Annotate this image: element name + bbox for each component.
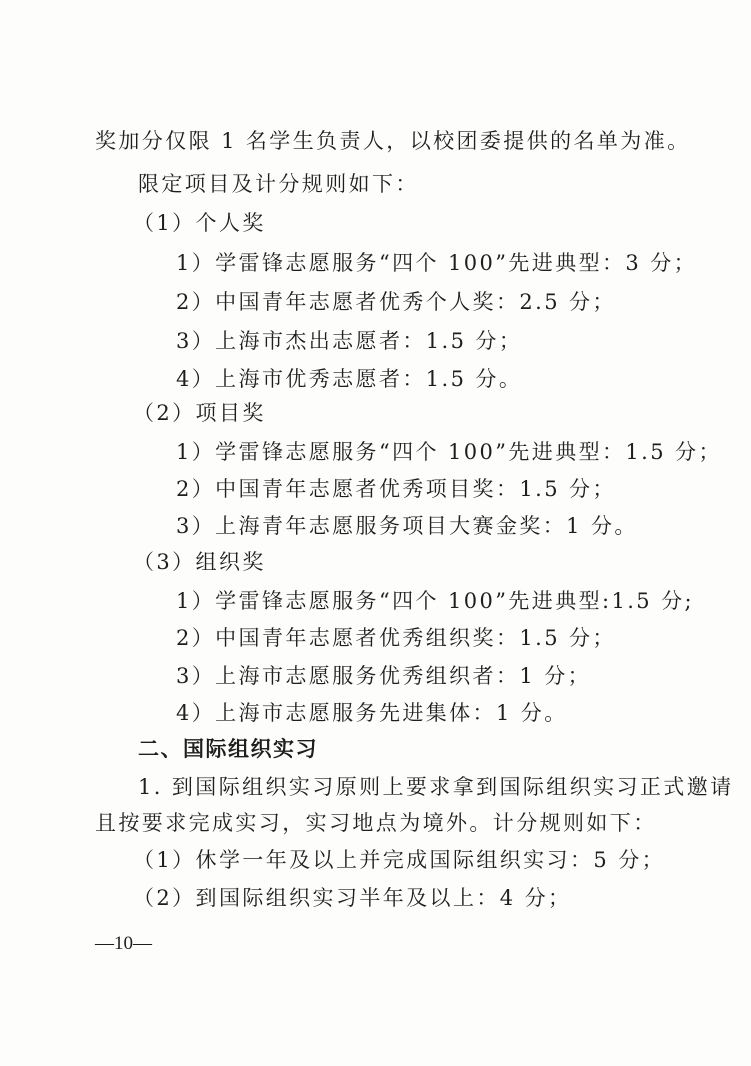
section-heading-international-internship: 二、国际组织实习 [138, 737, 318, 761]
section-project-award: （2）项目奖 [133, 401, 266, 425]
individual-item-1: 1）学雷锋志愿服务“四个 100”先进典型：3 分； [176, 251, 698, 275]
individual-item-2: 2）中国青年志愿者优秀个人奖：2.5 分； [176, 290, 616, 314]
organization-item-1: 1）学雷锋志愿服务“四个 100”先进典型:1.5 分; [176, 589, 695, 613]
paragraph-continuation: 奖加分仅限 1 名学生负责人，以校团委提供的名单为准。 [95, 129, 691, 153]
internship-rule-1-continued: 且按要求完成实习，实习地点为境外。计分规则如下： [95, 811, 657, 835]
section-organization-award: （3）组织奖 [133, 550, 266, 574]
rules-intro: 限定项目及计分规则如下： [138, 172, 419, 196]
organization-item-4: 4）上海市志愿服务先进集体：1 分。 [176, 701, 568, 725]
project-item-3: 3）上海青年志愿服务项目大赛金奖：1 分。 [176, 514, 638, 538]
individual-item-3: 3）上海市杰出志愿者：1.5 分； [176, 329, 523, 353]
page-number: —10— [95, 933, 152, 954]
section-individual-award: （1）个人奖 [133, 211, 266, 235]
project-item-1: 1）学雷锋志愿服务“四个 100”先进典型：1.5 分； [176, 440, 722, 464]
organization-item-3: 3）上海市志愿服务优秀组织者：1 分； [176, 664, 591, 688]
internship-item-2: （2）到国际组织实习半年及以上：4 分； [133, 886, 572, 910]
project-item-2: 2）中国青年志愿者优秀项目奖：1.5 分； [176, 477, 616, 501]
internship-item-1: （1）休学一年及以上并完成国际组织实习：5 分； [133, 848, 665, 872]
individual-item-4: 4）上海市优秀志愿者：1.5 分。 [176, 367, 523, 391]
organization-item-2: 2）中国青年志愿者优秀组织奖：1.5 分； [176, 626, 616, 650]
internship-rule-1: 1. 到国际组织实习原则上要求拿到国际组织实习正式邀请 [138, 775, 734, 799]
